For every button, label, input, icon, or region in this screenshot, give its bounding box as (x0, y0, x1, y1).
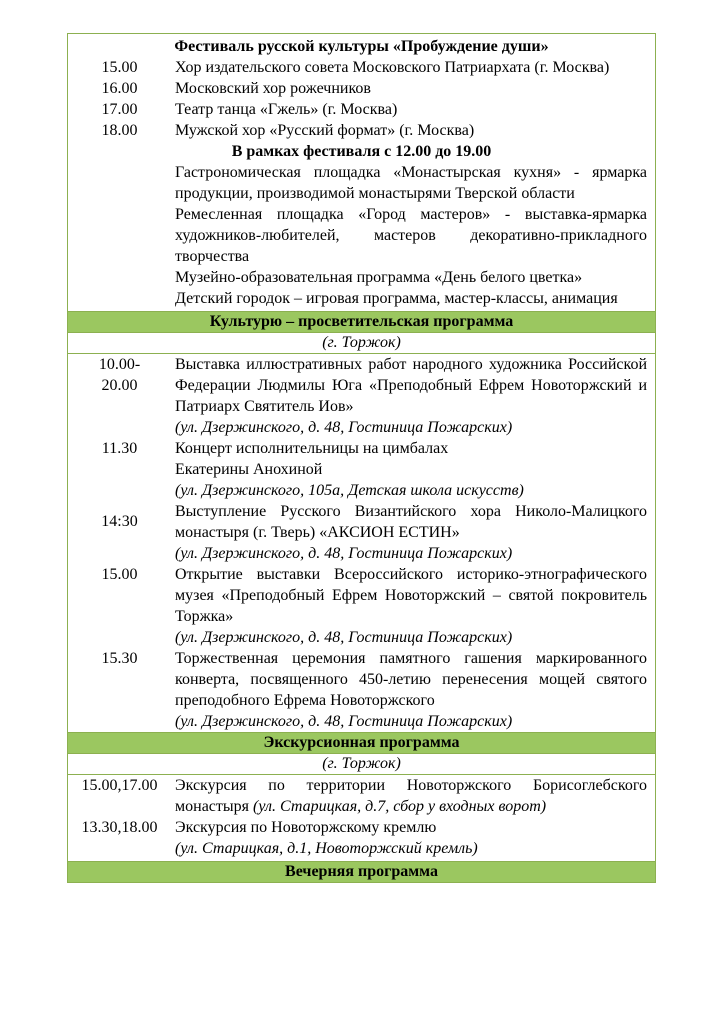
excursion-section-header (68, 732, 655, 754)
section-subtitle: (г. Торжок) (322, 755, 401, 772)
section-title: Вечерняя программа (285, 863, 438, 880)
event-text: Московский хор рожечников (175, 80, 371, 97)
time-cell: 16.00 (101, 80, 138, 97)
event-location: (ул. Дзержинского, д. 48, Гостиница Пожарских) (175, 713, 513, 730)
time-cell: 15.00,17.00 (81, 777, 158, 794)
festival-item-2 (68, 78, 655, 99)
event-location: (ул. Дзержинского, 105а, Детская школа искусств) (175, 482, 524, 499)
culture-item-4 (68, 564, 655, 648)
event-text: Театр танца «Гжель» (г. Москва) (175, 101, 398, 118)
sub-item: Гастрономическая площадка «Монастырская кухня» - ярмарка продукции, производимой монастырями Тверской области (175, 164, 647, 202)
time-cell: 11.30 (101, 440, 138, 457)
excursion-item-1 (68, 775, 655, 817)
culture-item-3 (68, 501, 655, 564)
culture-item-1 (68, 354, 655, 438)
event-location: (ул. Старицкая, д.1, Новоторжский кремль) (175, 840, 478, 857)
culture-section-header (68, 311, 655, 333)
event-text: Выступление Русского Византийского хора Николо-Малицкого монастыря (г. Тверь) «АКСИОН ЕСТИН» (175, 503, 647, 541)
festival-item-4 (68, 120, 655, 141)
event-text: Концерт исполнительницы на цимбалах Екатерины Анохиной (175, 440, 449, 478)
event-text: Открытие выставки Всероссийского историко-этнографического музея «Преподобный Ефрем Новоторжский – святой покровитель Торжка» (175, 566, 647, 625)
culture-item-2 (68, 438, 655, 501)
festival-sub-title: В рамках фестиваля с 12.00 до 19.00 (231, 143, 492, 160)
event-text: Выставка иллюстративных работ народного художника Российской Федерации Людмилы Юга «Преподобный Ефрем Новоторжский и Патриарх Святитель Иов» (175, 356, 647, 415)
time-cell: 17.00 (101, 101, 138, 118)
festival-item-1 (68, 57, 655, 78)
culture-item-5 (68, 648, 655, 732)
time-cell: 13.30,18.00 (81, 819, 158, 836)
sub-item: Ремесленная площадка «Город мастеров» - выставка-ярмарка художников-любителей, мастеров декоративно-прикладного творчества (175, 206, 647, 265)
event-location: (ул. Дзержинского, д. 48, Гостиница Пожарских) (175, 629, 513, 646)
time-cell: 18.00 (101, 122, 138, 139)
event-text: Мужской хор «Русский формат» (г. Москва) (175, 122, 475, 139)
time-cell: 15.00 (101, 59, 138, 76)
section-title: Экскурсионная программа (263, 734, 460, 751)
event-text: Торжественная церемония памятного гашения маркированного конверта, посвященного 450-летию перенесения мощей святого преподобного Ефрема Новоторжского (175, 650, 647, 709)
section-title: Культурю – просветительская программа (209, 313, 514, 330)
sub-item: Музейно-образовательная программа «День белого цветка» (175, 269, 583, 286)
time-cell: 15.00 (101, 566, 138, 583)
festival-item-3 (68, 99, 655, 120)
festival-sub-header-row (68, 141, 655, 162)
section-subtitle: (г. Торжок) (322, 334, 401, 351)
time-cell: 14:30 (101, 513, 138, 530)
event-text: Хор издательского совета Московского Патриархата (г. Москва) (175, 59, 610, 76)
sub-item: Детский городок – игровая программа, мастер-классы, анимация (175, 290, 618, 307)
festival-title: Фестиваль русской культуры «Пробуждение души» (174, 38, 549, 55)
evening-section-header (68, 861, 655, 882)
culture-subtitle-row (68, 333, 655, 354)
event-location: (ул. Старицкая, д.7, сбор у входных ворот) (253, 798, 547, 815)
program-table (67, 33, 656, 883)
festival-header-row (68, 33, 655, 57)
event-location: (ул. Дзержинского, д. 48, Гостиница Пожарских) (175, 419, 513, 436)
time-cell: 10.00- 20.00 (98, 356, 141, 394)
event-location: (ул. Дзержинского, д. 48, Гостиница Пожарских) (175, 545, 513, 562)
time-cell: 15.30 (101, 650, 138, 667)
event-text: Экскурсия по Новоторжскому кремлю (175, 819, 437, 836)
festival-sub-items (68, 162, 655, 311)
excursion-subtitle-row (68, 754, 655, 775)
event-text: Экскурсия по территории Новоторжского Борисоглебского монастыря (175, 777, 647, 815)
excursion-item-2 (68, 817, 655, 861)
